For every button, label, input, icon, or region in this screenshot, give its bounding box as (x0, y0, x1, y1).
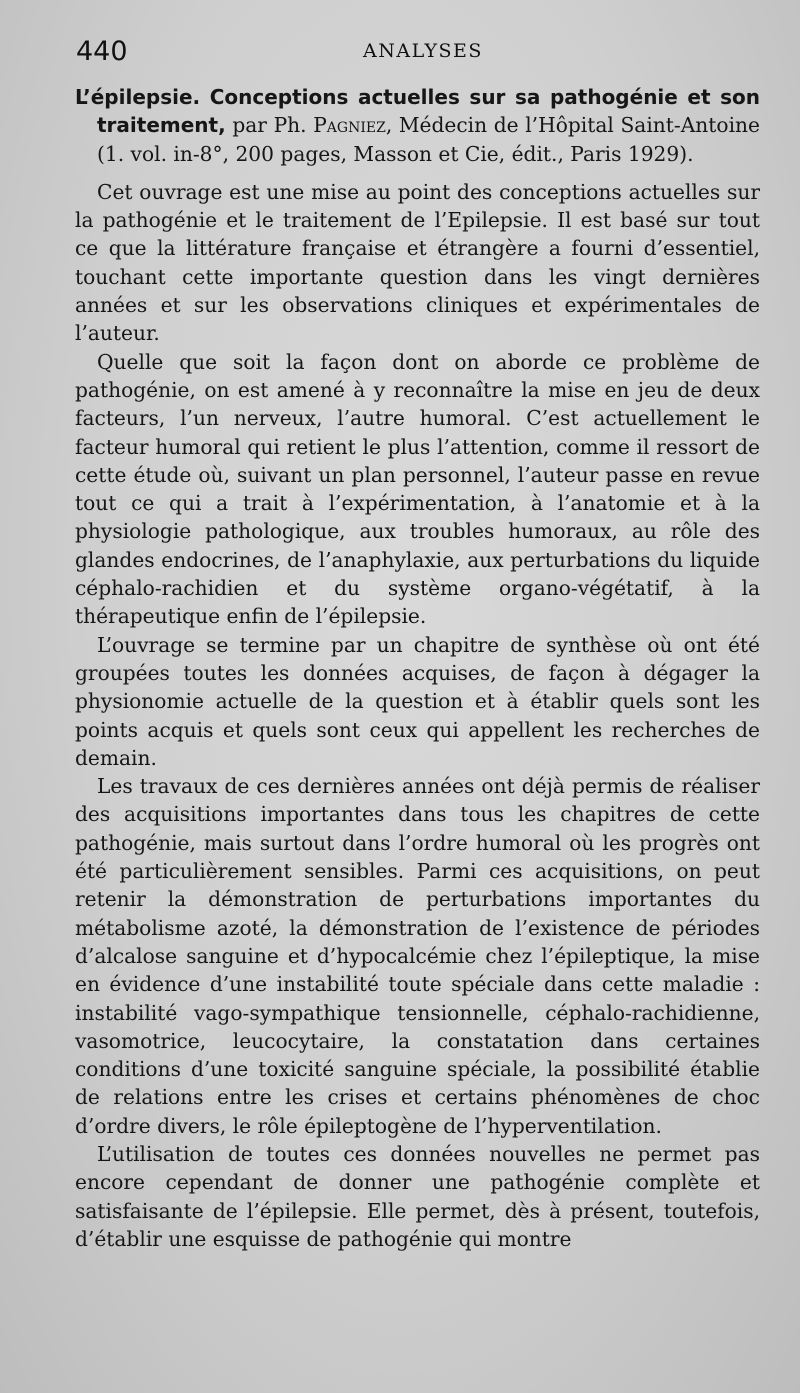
author-name: Pagniez (313, 113, 386, 138)
review-title (75, 83, 760, 168)
paragraph-5: L’utilisation de toutes ces données nouvelles ne permet pas encore cependant de donner une pathogénie complète et satisfaisante de l’épilepsie. Elle permet, dès à présent, toutefois, d’établir une esquisse de pathogénie qui montre (75, 1141, 760, 1251)
paragraph-3: L’ouvrage se termine par un chapitre de synthèse où ont été groupées toutes les données acquises, de façon à dégager la physionomie actuelle de la question et à établir quels sont les points acquis et quels sont ceux qui appellent les recherches de demain. (75, 632, 760, 770)
running-head: ANALYSES (363, 40, 483, 62)
publication-details: , Médecin de l’Hôpital Saint-Antoine (1. vol. in-8°, 200 pages, Masson et Cie, édit., Paris 1929). (97, 113, 760, 166)
paragraph-4: Les travaux de ces dernières années ont déjà permis de réaliser des acquisitions importantes dans tous les chapitres de cette pathogénie, mais surtout dans l’ordre humoral où les progrès ont été particulièrement sensibles. Parmi ces acquisitions, on peut retenir la démonstration de perturbations importantes du métabolisme azoté, la démonstration de l’existence de périodes d’alcalose sanguine et d’hypocalcémie chez l’épileptique, la mise en évidence d’une instabilité toute spéciale dans cette maladie : instabilité vago-sympathique tensionnelle, céphalo-rachidienne, vasomotrice, leucocytaire, la constatation dans certaines conditions d’une toxicité sanguine spéciale, la possibilité établie de relations entre les crises et certains phénomènes de choc d’ordre divers, le rôle épileptogène de l’hyperventilation. (75, 774, 760, 1138)
by-text: par Ph. (225, 113, 314, 138)
page-header (76, 36, 766, 76)
paragraph-2: Quelle que soit la façon dont on aborde ce problème de pathogénie, on est amené à y reconnaître la mise en jeu de deux facteurs, l’un nerveux, l’autre humoral. C’est actuellement le facteur humoral qui retient le plus l’attention, comme il ressort de cette étude où, suivant un plan personnel, l’auteur passe en revue tout ce qui a trait à l’expérimentation, à l’anatomie et à la physiologie pathologique, aux troubles humoraux, au rôle des glandes endocrines, de l’anaphylaxie, aux perturbations du liquide céphalo-rachidien et du système organo-végétatif, à la thérapeutique enfin de l’épilepsie. (75, 349, 760, 629)
article-body (75, 83, 760, 1253)
book-title: L’épilepsie. Conceptions actuelles sur sa pathogénie et son traitement, (75, 85, 760, 138)
paragraph-1: Cet ouvrage est une mise au point des conceptions actuelles sur la pathogénie et le traitement de l’Epilepsie. Il est basé sur tout ce que la littérature française et étrangère a fourni d’essentiel, touchant cette importante question dans les vingt dernières années et sur les observations cliniques et expérimentales de l’auteur. (75, 179, 760, 346)
page-number: 440 (76, 36, 128, 67)
